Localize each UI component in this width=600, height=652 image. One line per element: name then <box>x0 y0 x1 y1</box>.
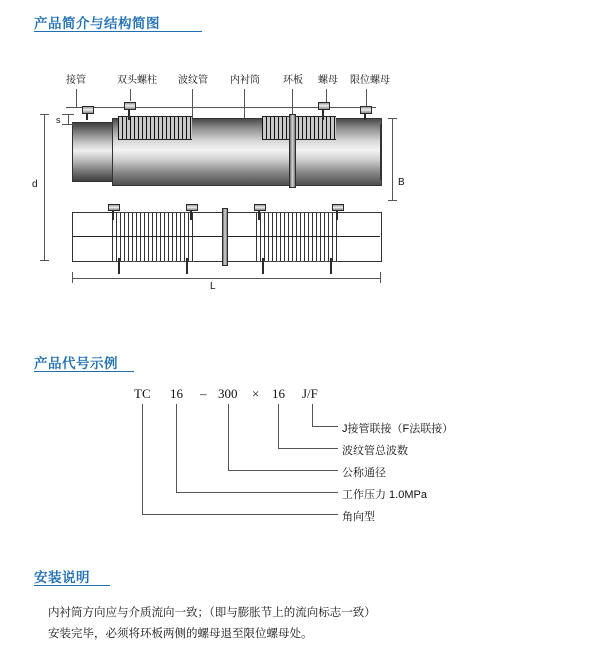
nut-lower-1 <box>108 204 120 211</box>
code-desc-waves: 波纹管总波数 <box>342 445 408 457</box>
product-code-breakdown <box>0 372 600 532</box>
code-desc-pressure: 工作压力 1.0MPa <box>342 489 427 501</box>
section-title-code-example: 产品代号示例 <box>34 356 118 371</box>
ring-plate-lower <box>222 208 228 266</box>
code-pointer-type <box>142 514 338 515</box>
code-token-dash: – <box>200 386 207 401</box>
dimension-line-b <box>392 118 393 200</box>
dimension-tick-s-bottom <box>62 124 74 125</box>
code-desc-type: 角向型 <box>342 511 375 523</box>
code-drop-line-connection <box>312 404 313 426</box>
right-pipe-stub <box>380 124 382 180</box>
code-pointer-diameter <box>228 470 338 471</box>
nut-lower-2 <box>186 204 198 211</box>
code-desc-diameter: 公称通径 <box>342 467 386 479</box>
callout-label-bowenguan: 波纹管 <box>178 75 208 86</box>
dimension-label-b: B <box>398 177 405 188</box>
bellows-pack-left-lower <box>112 212 194 262</box>
callout-label-shuangtouluozhu: 双头螺柱 <box>117 75 157 86</box>
code-token-tc: TC <box>134 386 151 401</box>
callout-label-jieguan: 接管 <box>66 75 86 86</box>
leader-line-5 <box>292 89 293 115</box>
dimension-label-l: L <box>210 281 216 292</box>
bellows-pack-right-lower <box>256 212 338 262</box>
callout-label-huanban: 环板 <box>283 75 303 86</box>
dimension-line-l <box>72 278 380 279</box>
dimension-line-s <box>68 114 69 124</box>
callout-label-xianweiluomu: 限位螺母 <box>350 75 390 86</box>
code-token-16-waves: 16 <box>272 386 285 401</box>
callout-label-luomu: 螺母 <box>318 75 338 86</box>
nut-lower-4 <box>332 204 344 211</box>
leader-line-1 <box>76 89 77 107</box>
dimension-label-s: s <box>56 115 61 125</box>
dimension-tick-l-right <box>380 272 381 283</box>
rod-lower-tail-1 <box>118 258 120 274</box>
section-title-product-intro: 产品简介与结构简图 <box>34 16 160 31</box>
code-pointer-waves <box>278 448 338 449</box>
dimension-tick-d-top <box>40 114 49 115</box>
section-title-install-instructions: 安装说明 <box>34 570 90 585</box>
callout-label-neichentong: 内衬筒 <box>230 75 260 86</box>
dimension-label-d: d <box>32 179 38 190</box>
product-structure-diagram <box>0 60 600 290</box>
install-note-1: 内衬筒方向应与介质流向一致；（即与膨胀节上的流向标志一致） <box>48 607 376 619</box>
dimension-tick-d-bottom <box>40 260 49 261</box>
nut-lower-3 <box>254 204 266 211</box>
nut-upper-1 <box>82 106 94 114</box>
code-token-jf: J/F <box>302 386 318 401</box>
code-token-times: × <box>252 386 260 401</box>
section-rule-3 <box>34 585 110 586</box>
nut-upper-3 <box>318 102 330 110</box>
limit-nut-upper <box>360 106 372 114</box>
code-token-16-pressure: 16 <box>170 386 183 401</box>
rod-lower-tail-4 <box>330 258 332 274</box>
rod-lower-tail-2 <box>186 258 188 274</box>
dimension-tick-l-left <box>72 272 73 283</box>
code-pointer-connection <box>312 426 338 427</box>
bellows-pack-right-upper <box>262 116 336 140</box>
rod-lower-tail-3 <box>262 258 264 274</box>
left-pipe-stub <box>72 122 114 182</box>
code-drop-line-diameter <box>228 404 229 470</box>
code-desc-connection: J接管联接（F法联接） <box>342 423 454 435</box>
dimension-tick-b-bottom <box>388 200 397 201</box>
install-note-2: 安装完毕，必须将环板两侧的螺母退至限位螺母处。 <box>48 628 313 640</box>
nut-upper-2 <box>124 102 136 110</box>
dimension-tick-b-top <box>388 118 397 119</box>
code-drop-line-waves <box>278 404 279 448</box>
dimension-line-d <box>44 114 45 260</box>
code-drop-line-tc <box>142 404 143 514</box>
code-drop-line-pressure <box>176 404 177 492</box>
leader-line-2 <box>130 89 131 101</box>
code-token-300: 300 <box>218 386 238 401</box>
code-pointer-pressure <box>176 492 338 493</box>
ring-plate-upper <box>289 114 296 188</box>
section-rule-1 <box>34 31 202 32</box>
